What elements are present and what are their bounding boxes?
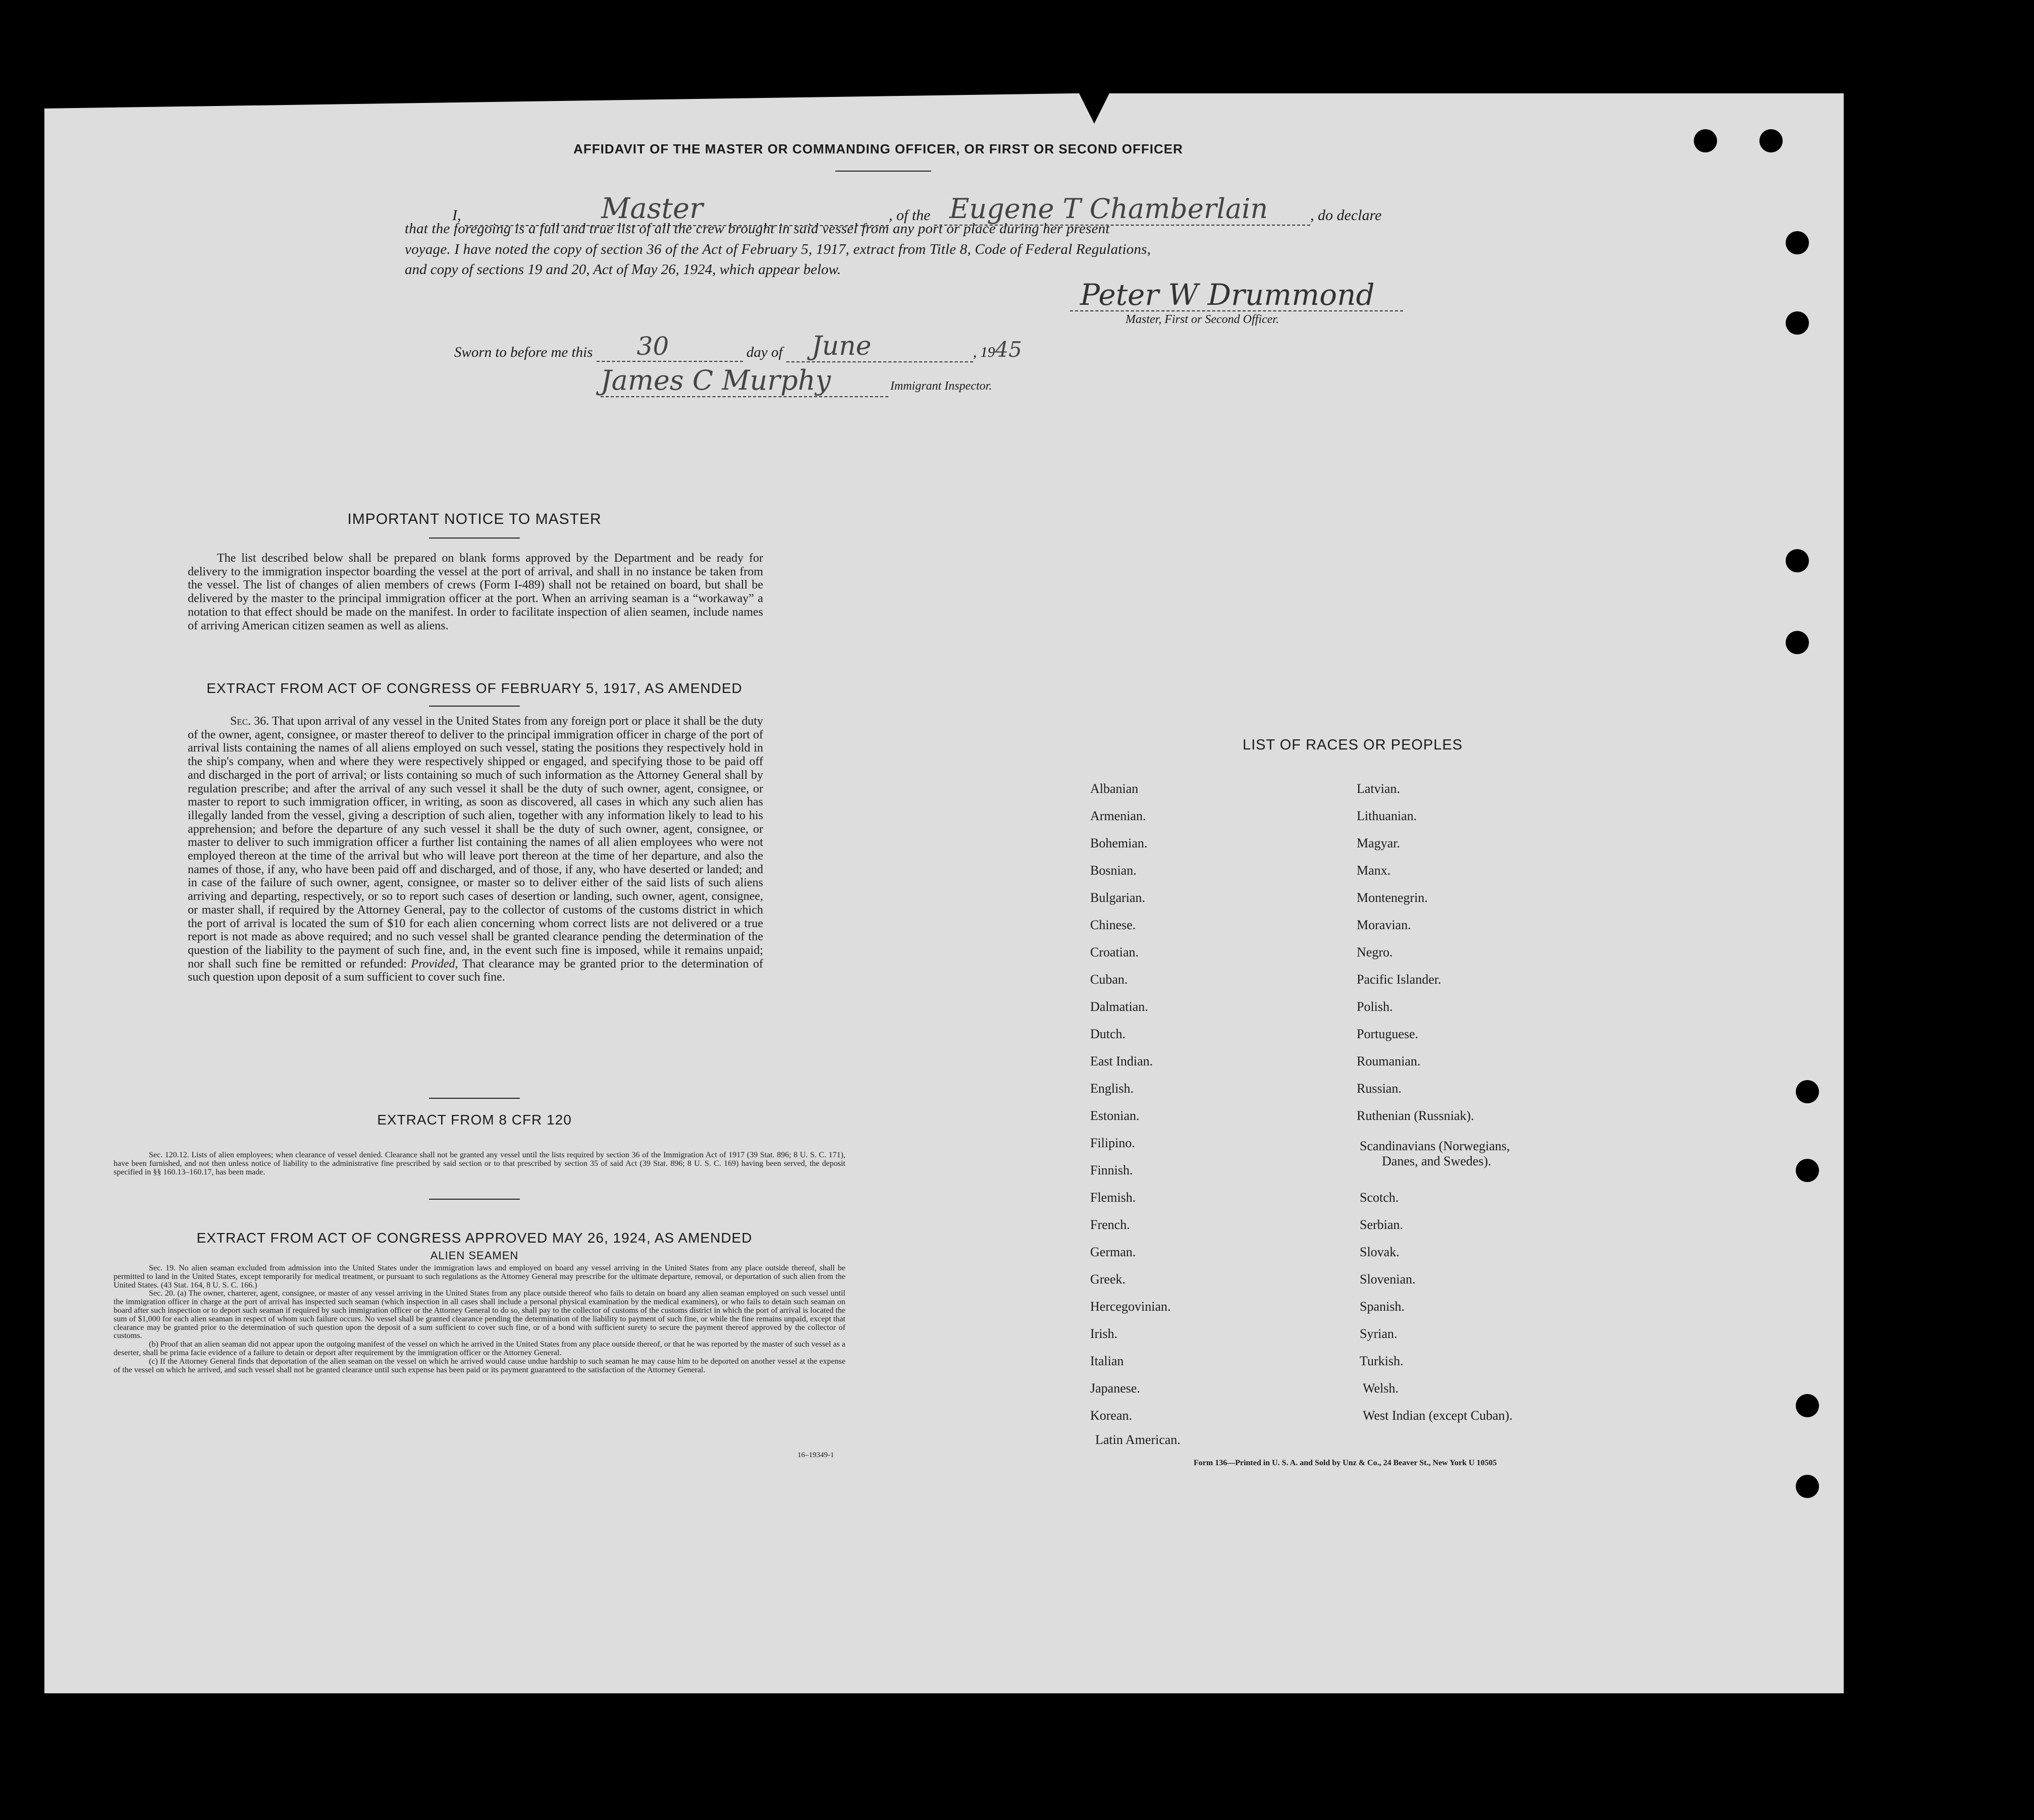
races-title: LIST OF RACES OR PEOPLES xyxy=(1242,737,1463,753)
cfr-title: EXTRACT FROM 8 CFR 120 xyxy=(377,1112,572,1128)
race-left: Estonian. xyxy=(1090,1108,1140,1123)
race-right: Polish. xyxy=(1357,999,1393,1014)
race-right: Spanish. xyxy=(1360,1299,1405,1314)
race-left: Latin American. xyxy=(1095,1432,1181,1447)
master-signature: Peter W Drummond xyxy=(1080,278,1375,312)
cfr-text: Sec. 120.12. Lists of alien employees; when clearance of vessel denied. Clearance shall not be granted any vessel until the lists required by section 36 of the Immigration Act of 1917 (39 Stat. 896; 8 U. S. C. 171), have been furnished, and not then unless notice of liability to the administrative fine prescribed by said section or to that prescribed by section 35 of said Act (39 Stat. 896; 8 U. S. C. 169) having been served, the deposit specified in §§ 160.13–160.17, has been made. xyxy=(114,1151,845,1176)
extract-1917-text: Sec. 36. That upon arrival of any vessel in the United States from any foreign port or place it shall be the duty of the owner, agent, consignee, or master thereof to deliver to the principal immigration officer in charge of the port of arrival lists containing the names of all aliens employed on such vessel, stating the positions they respectively hold in the ship's company, when and where they were respectively shipped or engaged, and specifying those to be paid off and discharged in the port of arrival; or lists containing so much of such information as the Attorney General shall by regulation prescribe; and after the arrival of any such vessel it shall be the duty of such owner, agent, consignee, or master to report to such immigration officer, in writing, as soon as discovered, all cases in which any such alien has illegally landed from the vessel, giving a description of such alien, together with any information likely to lead to his apprehension; and before the departure of any such vessel it shall be the duty of such owner, agent, consignee, or master to deliver to such immigration officer a further list containing the names of all alien employees who were not employed thereon at the time of the arrival but who will leave port thereon at the time of her departure, and also the names of those, if any, who have been paid off and discharged, and of those, if any, who have deserted or landed; and in case of the failure of such owner, agent, consignee, or master so to deliver either of the said lists of such aliens arriving and departing, respectively, or so to report such cases of desertion or landing, such owner, agent, consignee, or master shall, if required by the Attorney General, pay to the collector of customs of the customs district in which the port of arrival is located the sum of $10 for each alien concerning whom correct lists are not delivered or a true report is not made as above required; and no such vessel shall be granted clearance pending the determination of the question of the liability to the payment of such fine, and, in the event such fine is imposed, while it remains unpaid; nor shall such fine be remitted or refunded: Provided, That clearance may be granted prior to the determination of such question upon deposit of a sum sufficient to cover such fine. xyxy=(188,715,763,984)
race-left: Flemish. xyxy=(1090,1190,1136,1205)
race-right: Russian. xyxy=(1357,1081,1402,1096)
race-left: English. xyxy=(1090,1081,1134,1096)
race-left: Japanese. xyxy=(1090,1381,1140,1396)
extract-1924-title: EXTRACT FROM ACT OF CONGRESS APPROVED MAY 26, 1924, AS AMENDED xyxy=(196,1230,753,1246)
race-left: Bosnian. xyxy=(1090,863,1137,878)
binder-hole xyxy=(1786,231,1809,254)
inspector-line xyxy=(601,364,992,397)
extract-1917-title: EXTRACT FROM ACT OF CONGRESS OF FEBRUARY 5, 1917, AS AMENDED xyxy=(206,680,742,696)
divider xyxy=(429,1199,520,1200)
race-left: Korean. xyxy=(1090,1408,1133,1423)
race-right: Syrian. xyxy=(1360,1326,1398,1341)
race-left: Hercegovinian. xyxy=(1090,1299,1171,1314)
race-right: Scandinavians (Norwegians, xyxy=(1360,1139,1510,1153)
race-left: French. xyxy=(1090,1217,1130,1232)
binder-hole xyxy=(1786,631,1809,654)
race-right: Negro. xyxy=(1357,945,1393,959)
extract-1924-subtitle: ALIEN SEAMEN xyxy=(430,1249,519,1262)
section-20a: Sec. 20. (a) The owner, charterer, agent, consignee, or master of any vessel arriving in the United States from any place outside thereof who fails to detain on board any alien seaman employed on such vessel until the immigration officer in charge at the port of arrival has inspected such seaman (which inspection in all cases shall include a personal physical examination by the medical examiners), or who fails to detain such seaman on board after such inspection or to deport such seaman if required by such immigration officer or the Attorney General to do so, shall pay to the collector of customs of the customs district in which the port of arrival is located the sum of $1,000 for each alien seaman in respect of whom such failure occurs. No vessel shall be granted clearance pending the determination of the liability to payment of such fine, or while the fine remains unpaid, except that clearance may be granted prior to the determination of such question upon the deposit of a sum sufficient to cover such fine, or of a bond with sufficient surety to secure the payment thereof approved by the collector of customs. xyxy=(114,1289,845,1341)
form-code: 16–19349-1 xyxy=(797,1451,834,1459)
race-right: Latvian. xyxy=(1357,781,1400,796)
race-left: Dalmatian. xyxy=(1090,999,1148,1014)
binder-hole xyxy=(1796,1394,1819,1417)
race-right: Scotch. xyxy=(1360,1190,1399,1205)
race-left: Bulgarian. xyxy=(1090,890,1146,905)
race-right: Slovenian. xyxy=(1360,1272,1416,1287)
binder-hole xyxy=(1796,1159,1819,1182)
race-right: Pacific Islander. xyxy=(1357,972,1441,987)
signature-line xyxy=(1070,310,1403,311)
race-left: Irish. xyxy=(1090,1326,1118,1341)
race-left: Finnish. xyxy=(1090,1163,1133,1177)
race-left: Bohemian. xyxy=(1090,836,1148,850)
handwritten-vessel-name: Eugene T Chamberlain xyxy=(949,193,1268,225)
race-right: Ruthenian (Russniak). xyxy=(1357,1108,1474,1123)
section-20b: (b) Proof that an alien seaman did not appear upon the outgoing manifest of the vessel on which he arrived in the United States from any place outside thereof, or that he was reported by the master of such vessel as a deserter, shall be prima facie evidence of a failure to detain or deport after requirement by the immigration officer or the Attorney General. xyxy=(114,1340,845,1357)
race-left: Italian xyxy=(1090,1354,1124,1368)
sworn-line: Sworn to before me this 30 day of June , 1945 xyxy=(454,331,1022,362)
binder-hole xyxy=(1694,129,1717,152)
binder-hole xyxy=(1796,1080,1819,1103)
race-right: Serbian. xyxy=(1360,1217,1403,1232)
race-right: Roumanian. xyxy=(1357,1054,1421,1068)
binder-hole xyxy=(1786,549,1809,572)
race-right: Portuguese. xyxy=(1357,1027,1419,1041)
section-19: Sec. 19. No alien seaman excluded from admission into the United States under the immigration laws and employed on board any vessel arriving in the United States from any place outside thereof, shall be permitted to land in the United States, except temporarily for medical treatment, or pursuant to such regulations as the Attorney General may prescribe for the ultimate departure, removal, or deportation of such alien from the United States. (43 Stat. 164, 8 U. S. C. 166.) xyxy=(114,1264,845,1290)
extract-1924-text xyxy=(114,1264,845,1374)
handwritten-month: June xyxy=(811,331,872,361)
race-left: Chinese. xyxy=(1090,918,1136,932)
race-left: German. xyxy=(1090,1245,1136,1259)
race-right: Turkish. xyxy=(1360,1354,1404,1368)
race-left: Dutch. xyxy=(1090,1027,1126,1041)
notice-text: The list described below shall be prepared on blank forms approved by the Department and be ready for delivery to the immigration inspector boarding the vessel at the port of arrival, and shall in no instance be taken from the vessel. The list of changes of alien members of crews (Form I-489) shall not be retained on board, but shall be delivered by the master to the principal immigration officer at the port. When an arriving seaman is a “workaway” a notation to that effect should be made on the manifest. In order to facilitate inspection of alien seamen, include names of arriving American citizen seamen as well as aliens. xyxy=(188,552,763,632)
divider xyxy=(429,1098,520,1099)
race-left: Cuban. xyxy=(1090,972,1128,987)
divider xyxy=(429,538,520,539)
race-left: Filipino. xyxy=(1090,1136,1135,1150)
race-left: East Indian. xyxy=(1090,1054,1153,1068)
race-left: Greek. xyxy=(1090,1272,1126,1287)
inspector-signature: James C Murphy xyxy=(601,364,831,396)
race-right: West Indian (except Cuban). xyxy=(1363,1408,1513,1423)
race-right: Welsh. xyxy=(1363,1381,1399,1396)
race-left: Albanian xyxy=(1090,781,1139,796)
race-right: Magyar. xyxy=(1357,836,1400,850)
divider xyxy=(429,706,520,707)
race-right: Danes, and Swedes). xyxy=(1382,1154,1491,1168)
declaration-line-2: that the foregoing is a full and true list of all the crew brought in said vessel from any port or place during her present xyxy=(405,221,1110,237)
race-right: Lithuanian. xyxy=(1357,809,1417,823)
handwritten-year: 45 xyxy=(995,337,1022,362)
race-left: Croatian. xyxy=(1090,945,1139,959)
binder-hole xyxy=(1786,311,1809,335)
inspector-caption: Immigrant Inspector. xyxy=(890,380,992,393)
race-right: Slovak. xyxy=(1360,1245,1400,1259)
notice-title: IMPORTANT NOTICE TO MASTER xyxy=(347,511,602,527)
signature-caption: Master, First or Second Officer. xyxy=(1126,313,1279,326)
binder-hole xyxy=(1759,129,1783,152)
binder-hole xyxy=(1796,1475,1819,1498)
race-right: Montenegrin. xyxy=(1357,890,1428,905)
handwritten-name: Master xyxy=(601,192,703,225)
race-left: Armenian. xyxy=(1090,809,1146,823)
race-right: Moravian. xyxy=(1357,918,1411,932)
declaration-line-4: and copy of sections 19 and 20, Act of May 26, 1924, which appear below. xyxy=(405,261,841,278)
declaration-line-3: voyage. I have noted the copy of section 36 of the Act of February 5, 1917, extract from Title 8, Code of Federal Regulations, xyxy=(405,241,1151,257)
divider xyxy=(835,171,931,172)
affidavit-title: AFFIDAVIT OF THE MASTER OR COMMANDING OFFICER, OR FIRST OR SECOND OFFICER xyxy=(573,141,1183,156)
declaration-line-1: I, Master , of the Eugene T Chamberlain , do declare xyxy=(452,192,1382,225)
section-20c: (c) If the Attorney General finds that deportation of the alien seaman on the vessel on which he arrived would cause undue hardship to such seaman he may cause him to be deported on another vessel at the expense of the vessel on which he arrived, and such vessel shall not be granted clearance until such expense has been paid or its payment guaranteed to the satisfaction of the Attorney General. xyxy=(114,1357,845,1374)
race-right: Manx. xyxy=(1357,863,1391,878)
form-footer: Form 136—Printed in U. S. A. and Sold by Unz & Co., 24 Beaver St., New York U 10505 xyxy=(1194,1459,1497,1467)
handwritten-day: 30 xyxy=(636,332,669,361)
